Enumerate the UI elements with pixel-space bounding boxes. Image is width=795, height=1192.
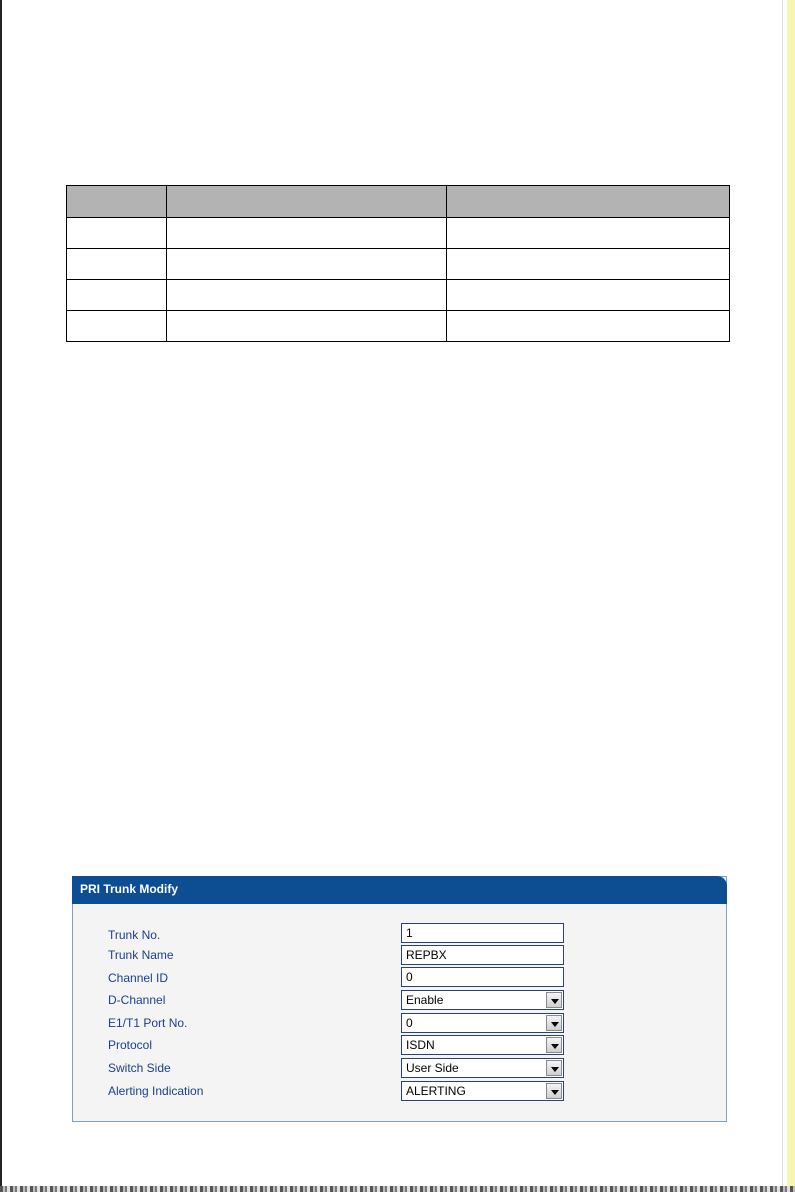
page-left-border <box>0 0 2 1192</box>
page-margin-bar <box>787 0 795 1192</box>
alerting-indication-label: Alerting Indication <box>108 1084 204 1098</box>
table-cell <box>166 249 447 280</box>
trunk-name-input[interactable] <box>401 945 564 965</box>
channel-id-input[interactable] <box>401 967 564 987</box>
d-channel-select[interactable] <box>401 990 564 1010</box>
table-cell <box>447 280 730 311</box>
table-cell <box>67 280 167 311</box>
port-no-select[interactable] <box>401 1013 564 1033</box>
table-header-cell <box>447 186 730 218</box>
port-no-value: 0 <box>406 1016 413 1030</box>
d-channel-label: D-Channel <box>108 993 166 1007</box>
table-cell <box>166 311 447 342</box>
pri-trunk-modify-panel <box>72 876 727 1122</box>
table-cell <box>67 249 167 280</box>
table-header-cell <box>67 186 167 218</box>
switch-side-label: Switch Side <box>108 1061 171 1075</box>
table-row <box>67 280 730 311</box>
table-cell <box>447 218 730 249</box>
protocol-select[interactable] <box>401 1035 564 1055</box>
chevron-down-icon[interactable] <box>546 1037 562 1053</box>
page-right-border <box>782 0 783 1192</box>
table-header-cell <box>166 186 447 218</box>
table-cell <box>166 218 447 249</box>
trunk-no-input[interactable] <box>401 923 564 943</box>
table-header-row <box>67 186 730 218</box>
switch-side-select[interactable] <box>401 1058 564 1078</box>
trunk-no-label: Trunk No. <box>108 928 161 942</box>
table-cell <box>67 218 167 249</box>
table-row <box>67 311 730 342</box>
chevron-down-icon[interactable] <box>546 1083 562 1099</box>
chevron-down-icon[interactable] <box>546 1060 562 1076</box>
table-row <box>67 249 730 280</box>
chevron-down-icon[interactable] <box>546 992 562 1008</box>
table-row <box>67 218 730 249</box>
chevron-down-icon[interactable] <box>546 1015 562 1031</box>
alerting-indication-select[interactable] <box>401 1081 564 1101</box>
table-cell <box>166 280 447 311</box>
switch-side-value: User Side <box>406 1061 459 1075</box>
panel-title: PRI Trunk Modify <box>72 876 727 904</box>
table-cell <box>447 249 730 280</box>
alerting-indication-value: ALERTING <box>406 1084 466 1098</box>
protocol-label: Protocol <box>108 1038 153 1052</box>
protocol-value: ISDN <box>406 1038 435 1052</box>
page-bottom-border <box>0 1186 795 1192</box>
table-cell <box>447 311 730 342</box>
d-channel-value: Enable <box>406 993 444 1007</box>
trunk-name-label: Trunk Name <box>108 948 174 962</box>
channel-id-label: Channel ID <box>108 971 169 985</box>
table-cell <box>67 311 167 342</box>
blank-table <box>66 185 730 342</box>
port-no-label: E1/T1 Port No. <box>108 1016 188 1030</box>
